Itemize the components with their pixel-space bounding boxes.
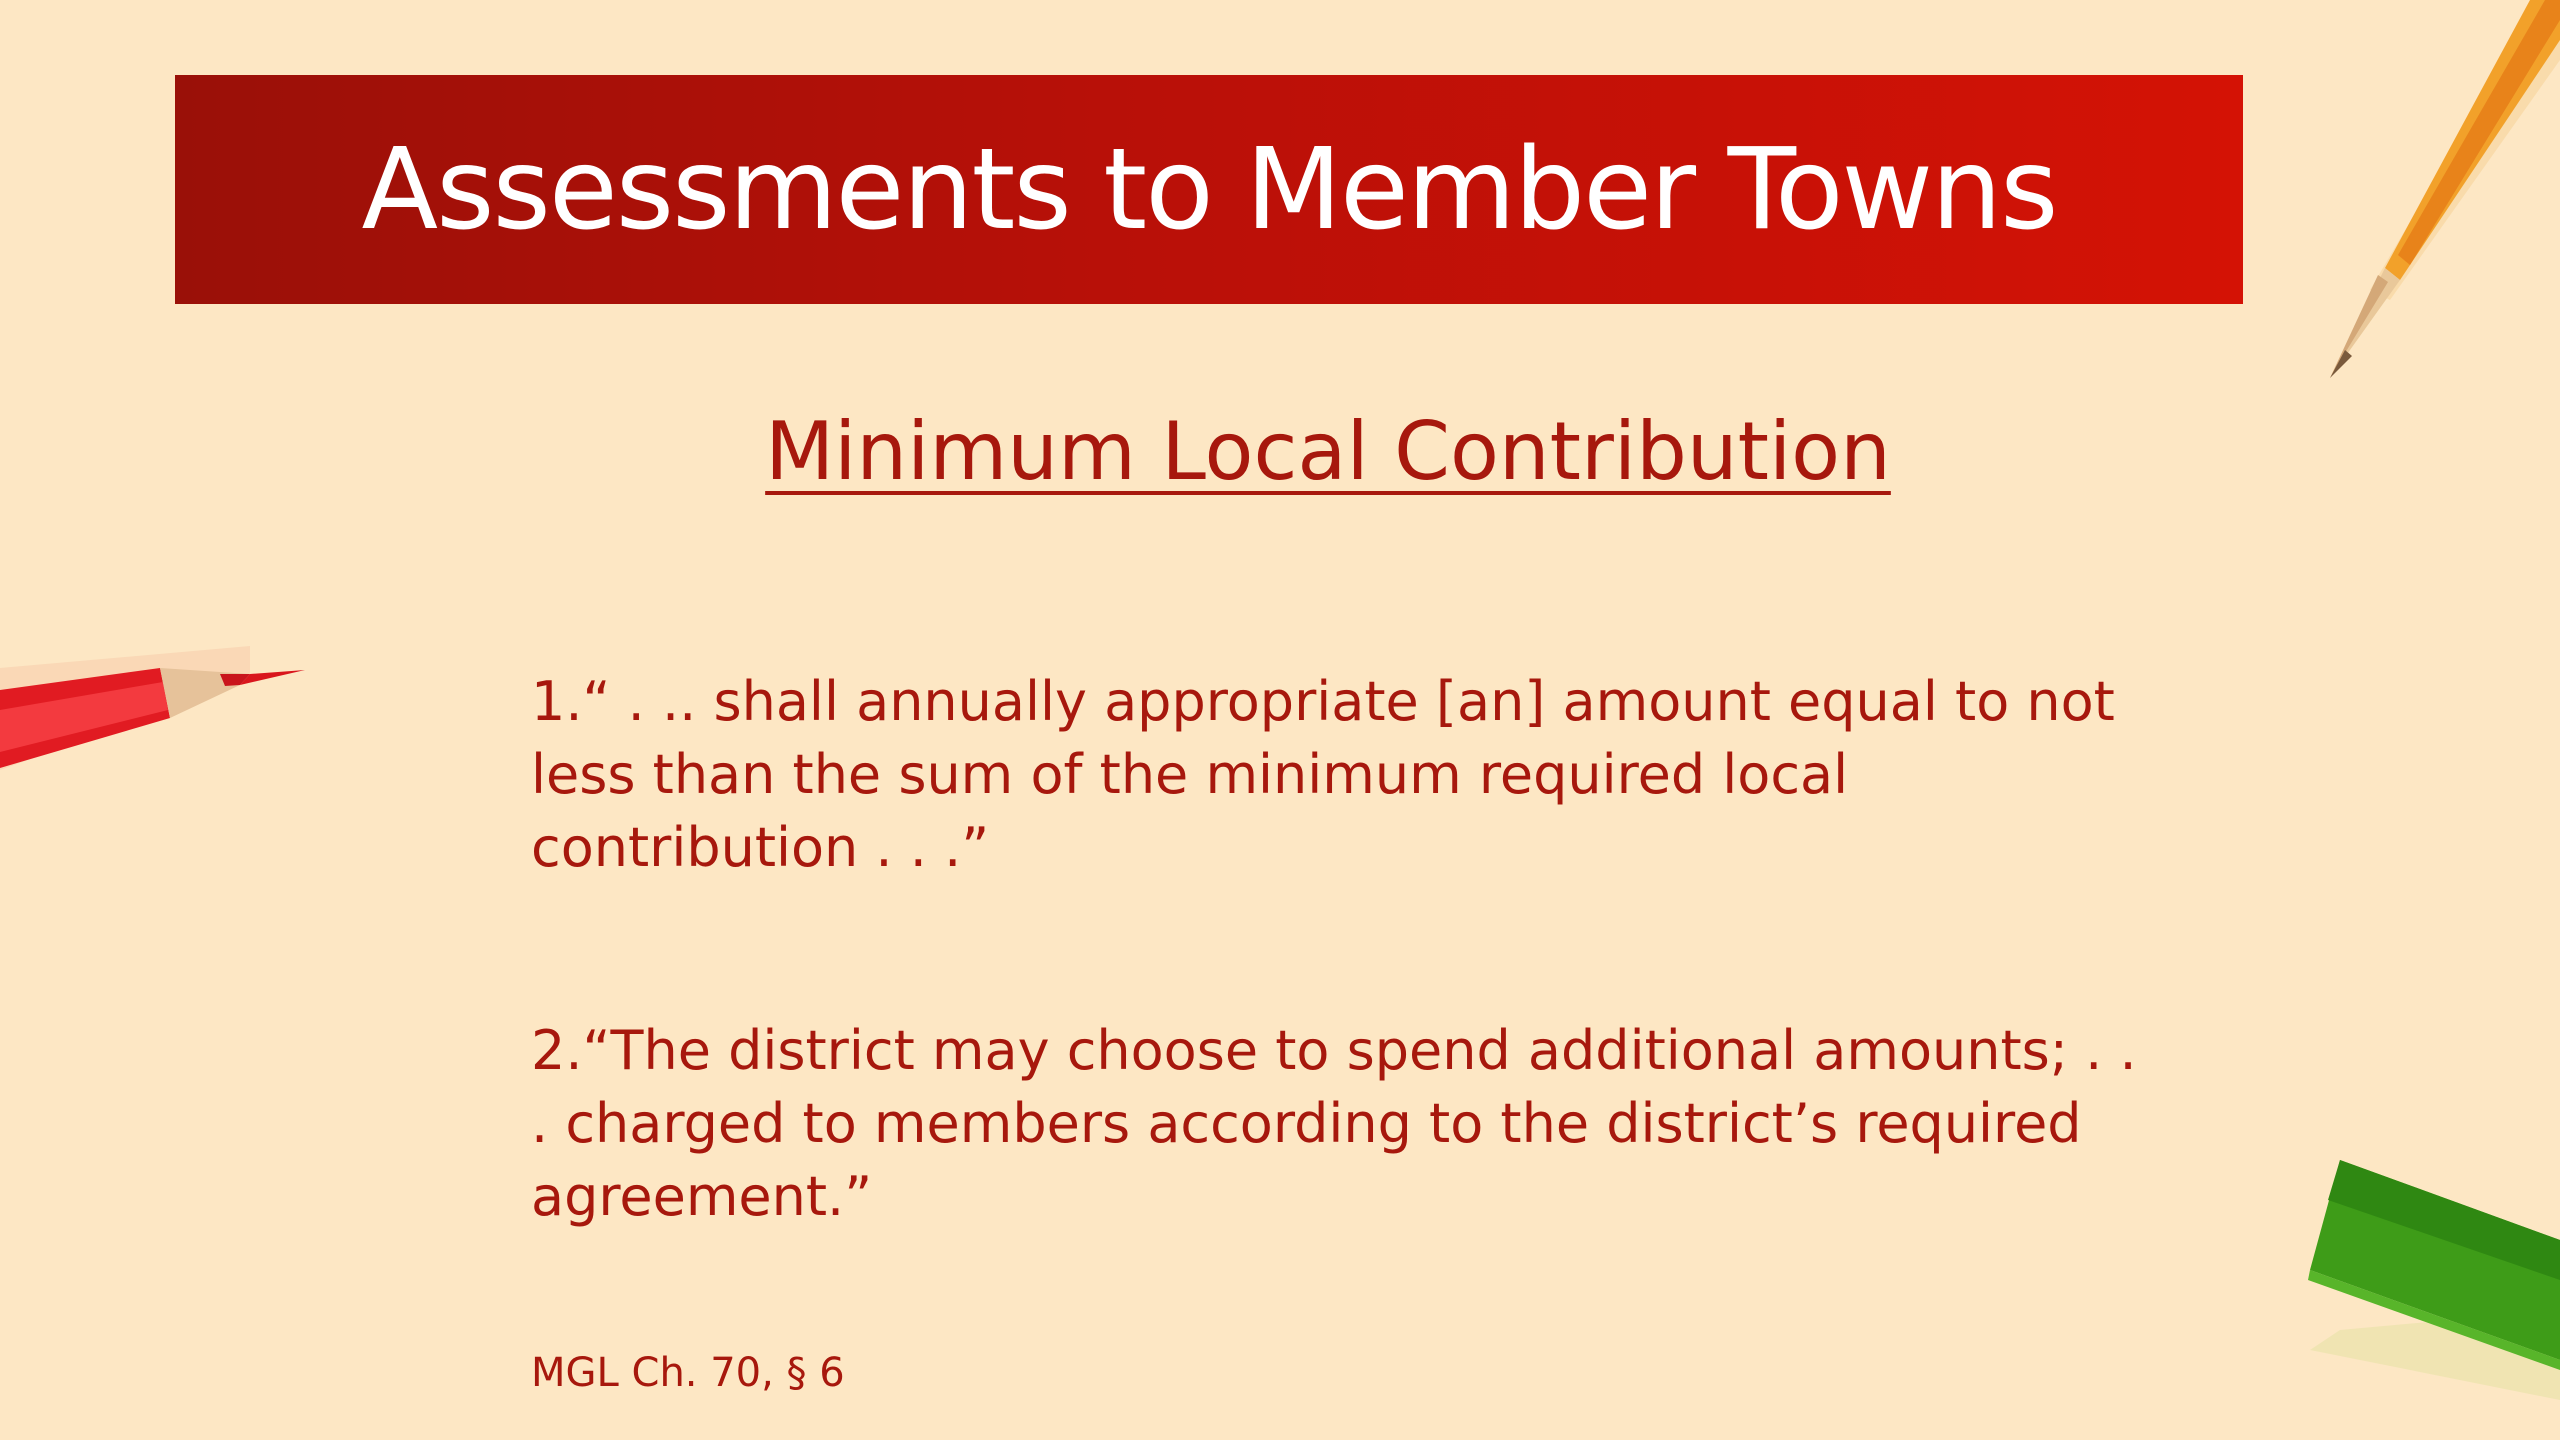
red-pencil-icon [0, 640, 320, 800]
quote-2-line-3: agreement.” [531, 1165, 873, 1228]
quote-2-line-1: 2.“The district may choose to spend additional amounts; . . [531, 1019, 2137, 1082]
quote-1-line-1: 1.“ . .. shall annually appropriate [an] amount equal to not [531, 670, 2115, 733]
title-banner [175, 75, 2243, 304]
slide-subtitle: Minimum Local Contribution [765, 405, 1891, 498]
orange-pencil-icon [2260, 0, 2560, 400]
green-pencil-icon [2300, 1160, 2560, 1400]
slide-title: Assessments to Member Towns [361, 124, 2057, 255]
quote-2-line-2: . charged to members according to the district’s required [531, 1092, 2082, 1155]
quote-1 [531, 665, 2151, 884]
quote-1-line-3: contribution . . .” [531, 816, 990, 879]
quote-1-line-2: less than the sum of the minimum required local [531, 743, 1849, 806]
citation: MGL Ch. 70, § 6 [531, 1350, 845, 1396]
quote-2 [531, 1014, 2151, 1233]
